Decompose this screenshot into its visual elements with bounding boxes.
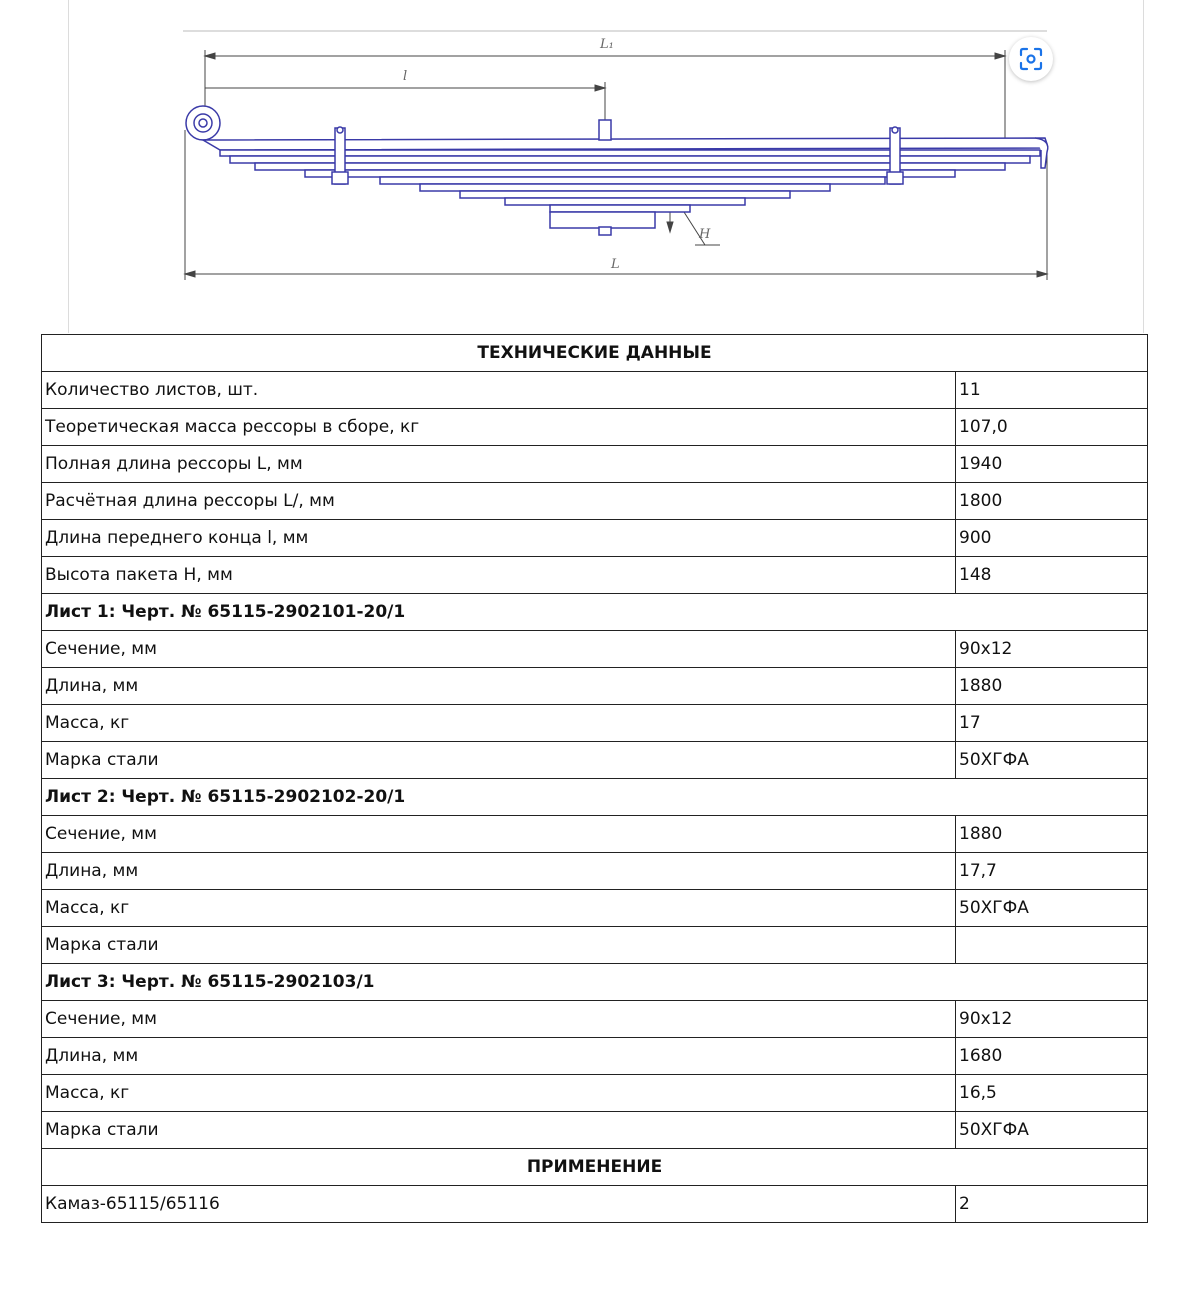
table-row — [42, 631, 1148, 668]
row-label: Длина, мм — [42, 668, 956, 705]
sheet-title-row — [42, 594, 1148, 631]
row-label: Количество листов, шт. — [42, 372, 956, 409]
table-row — [42, 409, 1148, 446]
row-value: 148 — [956, 557, 1148, 594]
row-label: Сечение, мм — [42, 1001, 956, 1038]
dim-label-L: L — [611, 257, 620, 272]
technical-data-table — [41, 334, 1148, 1223]
row-value: 90x12 — [956, 1001, 1148, 1038]
table-row — [42, 483, 1148, 520]
row-value — [956, 927, 1148, 964]
table-row — [42, 816, 1148, 853]
row-label: Марка стали — [42, 742, 956, 779]
row-label: Масса, кг — [42, 705, 956, 742]
lens-search-button[interactable] — [1009, 37, 1053, 81]
table-row — [42, 1186, 1148, 1223]
row-label: Масса, кг — [42, 890, 956, 927]
table-row — [42, 668, 1148, 705]
dim-label-H: H — [699, 227, 711, 242]
page-frame-left-line — [68, 0, 69, 333]
table-row — [42, 372, 1148, 409]
row-value: 11 — [956, 372, 1148, 409]
row-value: 90x12 — [956, 631, 1148, 668]
table-title-row — [42, 335, 1148, 372]
row-label: Масса, кг — [42, 1075, 956, 1112]
page-frame-right-line — [1143, 0, 1144, 333]
row-label: Длина, мм — [42, 853, 956, 890]
row-value: 17 — [956, 705, 1148, 742]
table-row — [42, 1001, 1148, 1038]
row-value: 1880 — [956, 668, 1148, 705]
table-row — [42, 520, 1148, 557]
sheet-title-row — [42, 779, 1148, 816]
row-label: Длина, мм — [42, 1038, 956, 1075]
table-row — [42, 446, 1148, 483]
row-label: Высота пакета H, мм — [42, 557, 956, 594]
row-label: Расчётная длина рессоры L/, мм — [42, 483, 956, 520]
row-value: 1880 — [956, 816, 1148, 853]
table-title: ТЕХНИЧЕСКИЕ ДАННЫЕ — [42, 335, 1148, 372]
row-value: 1940 — [956, 446, 1148, 483]
application-title-row — [42, 1149, 1148, 1186]
sheet-title: Лист 1: Черт. № 65115-2902101-20/1 — [42, 594, 1148, 631]
row-value: 900 — [956, 520, 1148, 557]
table-row — [42, 853, 1148, 890]
row-label: Камаз-65115/65116 — [42, 1186, 956, 1223]
row-value: 1680 — [956, 1038, 1148, 1075]
row-value: 17,7 — [956, 853, 1148, 890]
table-row — [42, 1038, 1148, 1075]
sheet-title-row — [42, 964, 1148, 1001]
table-row — [42, 705, 1148, 742]
table-row — [42, 742, 1148, 779]
dim-label-l: l — [403, 69, 408, 84]
sheet-title: Лист 2: Черт. № 65115-2902102-20/1 — [42, 779, 1148, 816]
table-row — [42, 1075, 1148, 1112]
row-label: Полная длина рессоры L, мм — [42, 446, 956, 483]
row-label: Сечение, мм — [42, 631, 956, 668]
row-label: Теоретическая масса рессоры в сборе, кг — [42, 409, 956, 446]
row-label: Марка стали — [42, 1112, 956, 1149]
table-row — [42, 1112, 1148, 1149]
table-row — [42, 890, 1148, 927]
lens-search-icon — [1018, 46, 1044, 72]
table-row — [42, 557, 1148, 594]
row-label: Длина переднего конца l, мм — [42, 520, 956, 557]
row-label: Марка стали — [42, 927, 956, 964]
leaf-spring-drawing — [175, 20, 1065, 290]
row-label: Сечение, мм — [42, 816, 956, 853]
row-value: 50ХГФА — [956, 742, 1148, 779]
application-title: ПРИМЕНЕНИЕ — [42, 1149, 1148, 1186]
row-value: 1800 — [956, 483, 1148, 520]
dim-label-L1: L₁ — [600, 37, 614, 52]
row-value: 50ХГФА — [956, 890, 1148, 927]
row-value: 2 — [956, 1186, 1148, 1223]
row-value: 107,0 — [956, 409, 1148, 446]
table-row — [42, 927, 1148, 964]
sheet-title: Лист 3: Черт. № 65115-2902103/1 — [42, 964, 1148, 1001]
row-value: 16,5 — [956, 1075, 1148, 1112]
row-value: 50ХГФА — [956, 1112, 1148, 1149]
